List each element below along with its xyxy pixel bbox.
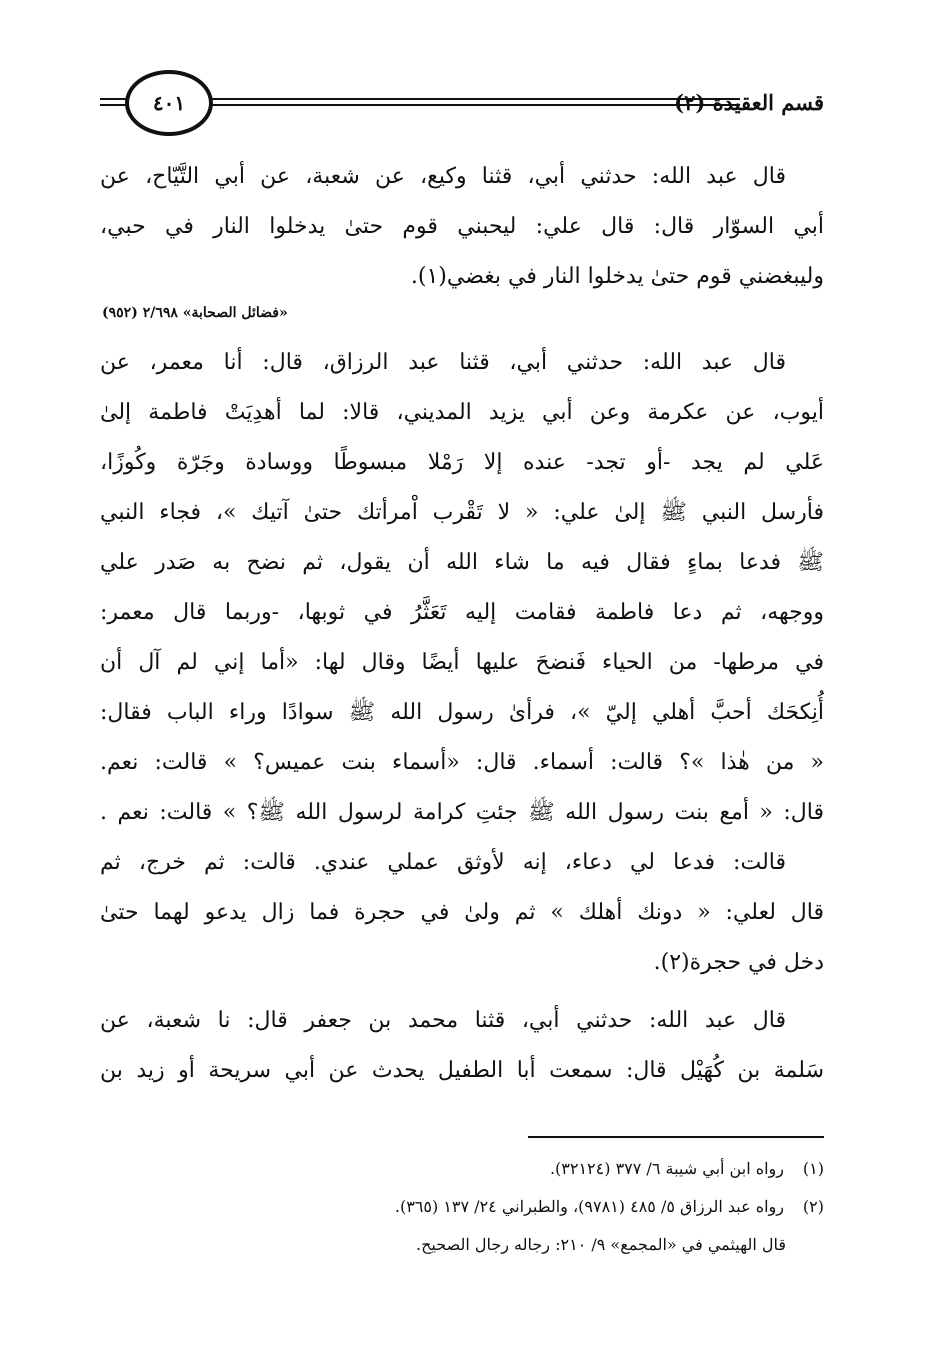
text-line: قال لعلي: « دونك أهلك » ثم ولىٰ في حجرة فما زال يدعو لهما حتىٰ [100, 900, 824, 925]
text-line: قال عبد الله: حدثني أبي، قثنا عبد الرزاق، قال: أنا معمر، عن [100, 350, 786, 375]
footnote-number: (٢) [802, 1197, 824, 1216]
text-line: في مرطها- من الحياء فَنضحَ عليها أيضًا وقال لها: «أما إني لم آل أن [100, 650, 824, 675]
text-line: وليبغضني قوم حتىٰ يدخلوا النار في بغضي(١). [410, 264, 824, 289]
text-line: فأرسل النبي ﷺ إلىٰ علي: « لا تَقْرب اْمرأتك حتىٰ آتيك »، فجاء النبي [100, 500, 824, 525]
page-number: ٤٠١ [152, 91, 186, 115]
text-line: عَلي لم يجد -أو تجد- عنده إلا رَمْلا مبسوطًا ووسادة وجَرّة وكُوزًا، [100, 450, 824, 475]
text-line: أُنِكحَك أحبَّ أهلي إليّ »، فرأىٰ رسول الله ﷺ سوادًا وراء الباب فقال: [100, 700, 824, 725]
page-number-ellipse [125, 70, 213, 136]
text-line: أيوب، عن عكرمة وعن أبي يزيد المديني، قالا: لما أهدِيَتْ فاطمة إلىٰ [100, 400, 824, 425]
footnote-2-continuation: قال الهيثمي في «المجمع» ٩/ ٢١٠: رجاله رجال الصحيح. [416, 1235, 786, 1254]
footnote-2 [100, 1188, 824, 1226]
footnote-number: (١) [802, 1159, 824, 1178]
footnote-1 [100, 1150, 824, 1188]
text-line: سَلمة بن كُهَيْل قال: سمعت أبا الطفيل يحدث عن أبي سريحة أو زيد بن [100, 1058, 824, 1083]
text-line: قال عبد الله: حدثني أبي، قثنا وكيع، عن شعبة، عن أبي التَّيّاح، عن [100, 164, 786, 189]
text-line: قالت: فدعا لي دعاء، إنه لأوثق عملي عندي. قالت: ثم خرج، ثم [100, 850, 786, 875]
source-citation: «فضائل الصحابة» ٢/٦٩٨ (٩٥٢) [102, 305, 288, 321]
text-line: قال عبد الله: حدثني أبي، قثنا محمد بن جعفر قال: نا شعبة، عن [100, 1008, 786, 1033]
footnote-text: رواه عبد الرزاق ٥/ ٤٨٥ (٩٧٨١)، والطبراني ٢٤/ ١٣٧ (٣٦٥). [394, 1197, 784, 1216]
footnote-text: رواه ابن أبي شيبة ٦/ ٣٧٧ (٣٢١٢٤). [549, 1159, 784, 1178]
text-line: قال: « أمع بنت رسول الله ﷺ جئتِ كرامة لرسول الله ﷺ؟ » قالت: نعم . [100, 800, 824, 825]
running-header [100, 60, 824, 140]
footnotes [100, 1150, 824, 1264]
footnote-separator [528, 1136, 824, 1138]
text-line: ﷺ فدعا بماءٍ فقال فيه ما شاء الله أن يقول، ثم نضح به صَدر علي [100, 550, 824, 575]
main-text [100, 152, 824, 1096]
text-line: دخل في حجرة(٢). [653, 950, 824, 975]
text-line: أبي السوّار قال: قال علي: ليحبني قوم حتىٰ يدخلوا النار في حبي، [100, 214, 824, 239]
text-line: « من هٰذا »؟ قالت: أسماء. قال: «أسماء بنت عميس؟ » قالت: نعم. [100, 750, 824, 775]
text-line: ووجهه، ثم دعا فاطمة فقامت إليه تَعَثَّرُ في ثوبها، -وربما قال معمر: [100, 600, 824, 625]
section-title: قسم العقيدة (٢) [674, 90, 824, 115]
